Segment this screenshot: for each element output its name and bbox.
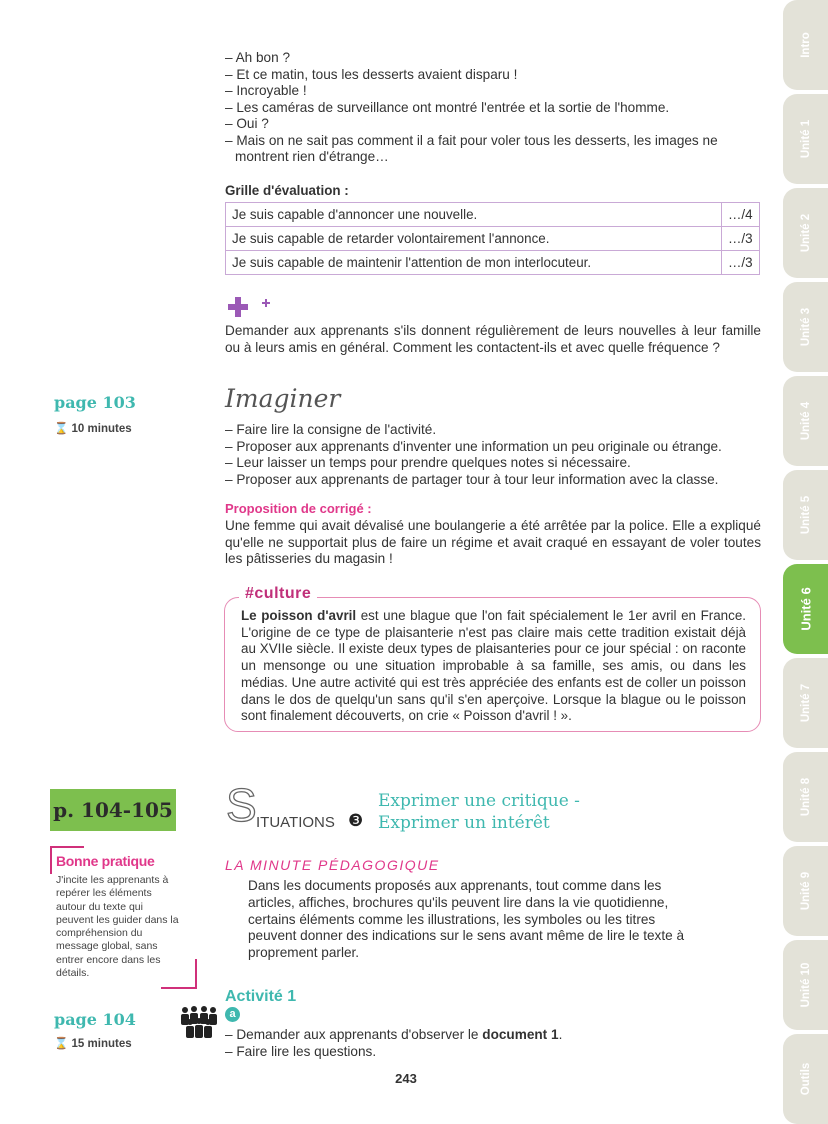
duration	[54, 1036, 132, 1050]
situations-number: ❸	[348, 811, 364, 830]
bonne-pratique-title: Bonne pratique	[56, 853, 155, 869]
tab-unite-7[interactable]: Unité 7	[783, 658, 828, 748]
tab-unite-2[interactable]: Unité 2	[783, 188, 828, 278]
grid-score: …/3	[722, 227, 760, 251]
situations-word: ITUATIONS	[256, 814, 335, 831]
page-ref: page 103	[54, 393, 136, 412]
corrige-title: Proposition de corrigé :	[225, 501, 372, 516]
step: – Proposer aux apprenants de partager tour à tour leur information avec la classe.	[225, 471, 719, 487]
tab-unite-3[interactable]: Unité 3	[783, 282, 828, 372]
plus-text: Demander aux apprenants s'ils donnent régulièrement de leurs nouvelles à leur famille ou à leurs amis en général. Comment les contactent-ils et avec quelle fréquence ?	[225, 323, 761, 355]
duration-text: 15 minutes	[71, 1038, 132, 1050]
tab-unite-8[interactable]: Unité 8	[783, 752, 828, 842]
grid-title: Grille d'évaluation :	[225, 183, 349, 198]
plus-plus-icon	[228, 297, 278, 322]
dialogue-line: – Mais on ne sait pas comment il a fait pour voler tous les desserts, les images ne montrent rien d'étrange…	[225, 132, 718, 164]
tab-unite-6[interactable]: Unité 6	[783, 564, 828, 654]
duration-text: 10 minutes	[71, 423, 132, 435]
pages-badge: p. 104-105	[50, 789, 176, 831]
culture-body: est une blague que l'on fait spécialement le 1er avril en France. L'origine de ce type de plaisanterie n'est pas claire mais cette tradition existait déjà au XVIIe siècle. Il existe deux types de plaisanteries pour ce jour spécial : on raconte un mensonge ou une situation improbable à sa famille, ses amis, ou dans les médias. Une autre activité qui est très appréciée des enfants est de coller un poisson dans le dos de quelqu'un sans qu'il s'en aperçoive. Lorsque la blague ou le poisson sont finalement découverts, on crie « Poisson d'avril ! ».	[241, 608, 746, 724]
culture-title: #culture	[239, 585, 317, 603]
minute-text: Dans les documents proposés aux apprenants, tout comme dans les articles, affiches, brochures qu'ils peuvent lire dans la vie quotidienne, certains éléments comme les illustrations, les symboles ou les titres peuvent donner des indications sur le sens avant même de lire le texte à proprement parler.	[248, 878, 685, 961]
culture-box	[224, 585, 761, 732]
hourglass-icon: ⌛	[54, 423, 69, 435]
tab-unite-10[interactable]: Unité 10	[783, 940, 828, 1030]
table-row	[226, 227, 760, 251]
tab-unite-5[interactable]: Unité 5	[783, 470, 828, 560]
tab-unite-1[interactable]: Unité 1	[783, 94, 828, 184]
group-icon	[180, 1006, 218, 1041]
subtitle-line: Exprimer une critique -	[378, 791, 580, 811]
grid-label: Je suis capable d'annoncer une nouvelle.	[226, 203, 722, 227]
page-ref: page 104	[54, 1010, 136, 1029]
bonne-pratique-text: J'incite les apprenants à repérer les éléments autour du texte qui peuvent les guider dans la compréhension du message global, sans entrer encore dans les détails.	[56, 874, 179, 980]
hourglass-icon: ⌛	[54, 1038, 69, 1050]
step: – Leur laisser un temps pour prendre quelques notes si nécessaire.	[225, 455, 631, 470]
tab-unite-9[interactable]: Unité 9	[783, 846, 828, 936]
table-row	[226, 251, 760, 275]
evaluation-grid	[225, 202, 760, 275]
grid-label: Je suis capable de maintenir l'attention de mon interlocuteur.	[226, 251, 722, 275]
activity-badge: a	[225, 1007, 240, 1022]
tab-intro[interactable]: Intro	[783, 0, 828, 90]
page-number: 243	[395, 1071, 417, 1086]
step-bold: document 1	[482, 1027, 559, 1042]
imaginer-steps	[225, 422, 765, 488]
step-text: – Demander aux apprenants d'observer le	[225, 1027, 483, 1042]
dialogue-line: – Et ce matin, tous les desserts avaient disparu !	[225, 66, 518, 82]
minute-title: LA MINUTE PÉDAGOGIQUE	[225, 857, 440, 873]
subtitle-line: Exprimer un intérêt	[378, 813, 550, 833]
grid-label: Je suis capable de retarder volontairement l'annonce.	[226, 227, 722, 251]
duration	[54, 421, 132, 435]
step	[225, 1027, 765, 1044]
unit-tabs	[783, 0, 828, 1123]
culture-text	[241, 608, 746, 725]
grid-score: …/4	[722, 203, 760, 227]
bonne-pratique-box	[50, 846, 197, 989]
tab-outils[interactable]: Outils	[783, 1034, 828, 1124]
step: – Faire lire les questions.	[225, 1043, 377, 1059]
dialogue-line: – Incroyable !	[225, 83, 307, 98]
tab-unite-4[interactable]: Unité 4	[783, 376, 828, 466]
corrige-text: Une femme qui avait dévalisé une boulangerie a été arrêtée par la police. Elle a expliqué qu'elle ne supportait plus de faire un régime et avait craqué en essayant de voler toutes les pâtisseries du magasin !	[225, 518, 761, 566]
grid-score: …/3	[722, 251, 760, 275]
section-title: Imaginer	[225, 384, 341, 413]
dialogue-line: – Ah bon ?	[225, 50, 291, 65]
step-text: .	[558, 1027, 563, 1042]
dialogue-line: – Les caméras de surveillance ont montré l'entrée et la sortie de l'homme.	[225, 99, 670, 115]
culture-bold: Le poisson d'avril	[241, 608, 357, 623]
step: – Proposer aux apprenants d'inventer une information un peu originale ou étrange.	[225, 438, 722, 454]
step: – Faire lire la consigne de l'activité.	[225, 422, 437, 437]
dialogue	[225, 50, 761, 166]
situations-subtitle	[378, 790, 580, 834]
situations-big-letter: S	[226, 779, 257, 831]
activity-steps	[225, 1027, 765, 1060]
table-row	[226, 203, 760, 227]
activity-title: Activité 1	[225, 988, 297, 1005]
dialogue-line: – Oui ?	[225, 116, 269, 131]
